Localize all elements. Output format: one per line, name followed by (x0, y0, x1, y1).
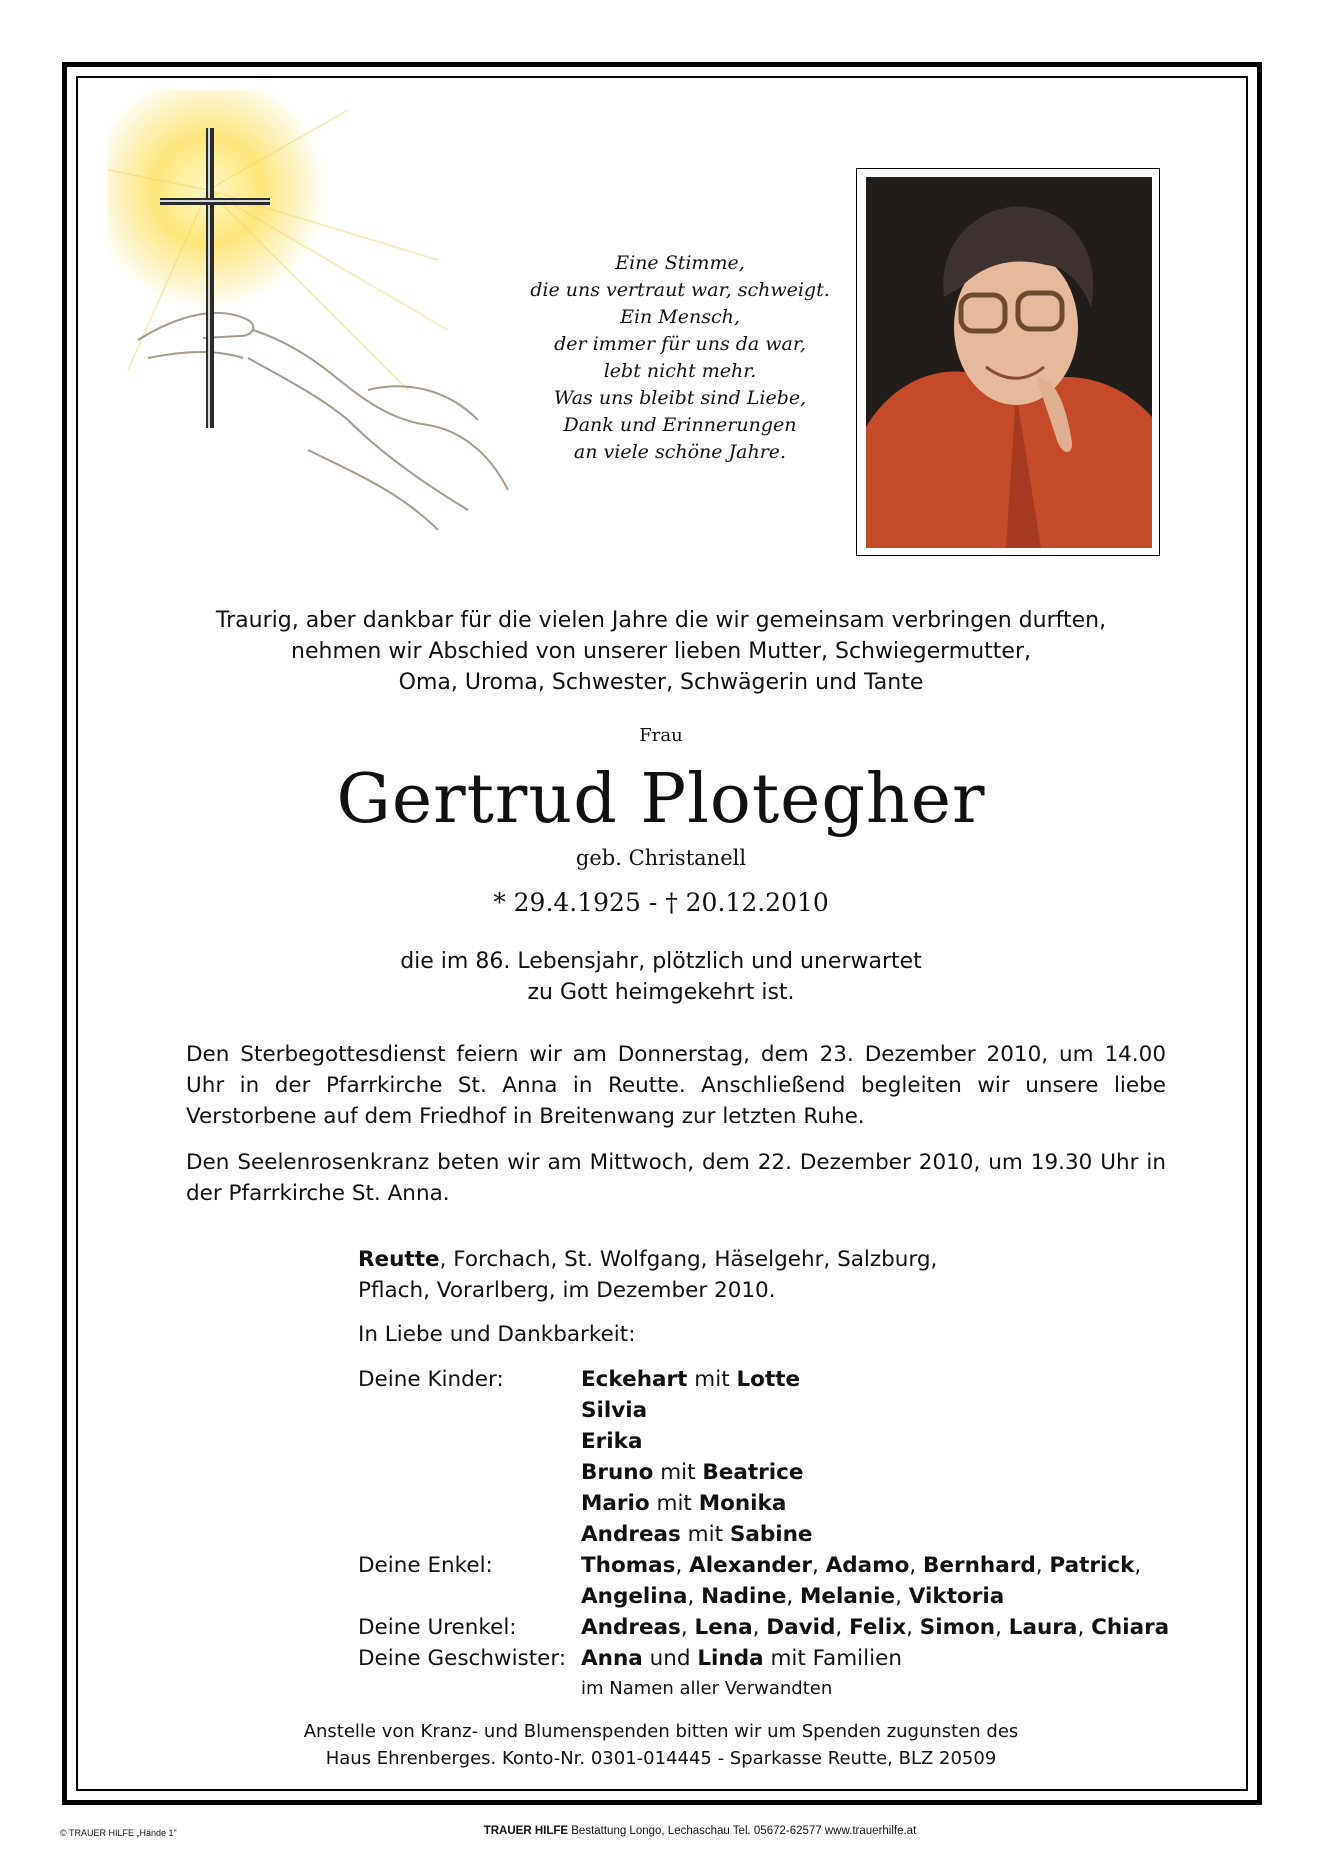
child-name: Bruno (581, 1460, 654, 1485)
poem-line: der immer für uns da war, (554, 333, 806, 355)
family-row (358, 1395, 1178, 1426)
great-grandchild-name: Lena (694, 1615, 753, 1640)
family-row (358, 1488, 1178, 1519)
passing-line: die im 86. Lebensjahr, plötzlich und unerwartet (400, 949, 922, 974)
grandchild-name: Viktoria (908, 1584, 1005, 1609)
grandchild-name: Nadine (701, 1584, 787, 1609)
and-word: und (649, 1646, 691, 1671)
great-grandchild-name: David (766, 1615, 836, 1640)
intro-line: nehmen wir Abschied von unserer lieben Mutter, Schwiegermutter, (291, 639, 1031, 664)
grandchild-name: Angelina (581, 1584, 688, 1609)
siblings-label: Deine Geschwister: (358, 1646, 567, 1671)
sibling-name: Linda (697, 1646, 764, 1671)
places-line-1 (358, 1244, 1058, 1275)
intro-line: Oma, Uroma, Schwester, Schwägerin und Tante (398, 670, 924, 695)
poem-line: Eine Stimme, (615, 252, 745, 274)
town-name: Reutte (358, 1247, 440, 1272)
poem (520, 250, 840, 466)
great-grandchild-name: Felix (849, 1615, 907, 1640)
donation-line: Haus Ehrenberges. Konto-Nr. 0301-014445 - Sparkasse Reutte, BLZ 20509 (325, 1748, 997, 1769)
child-name: Erika (581, 1429, 643, 1454)
poem-line: Was uns bleibt sind Liebe, (553, 387, 807, 409)
copyright-footer: © TRAUER HILFE „Hände 1" (60, 1828, 177, 1838)
family-row (358, 1457, 1178, 1488)
deceased-name: Gertrud Plotegher (336, 760, 986, 839)
grandchild-name: Melanie (799, 1584, 896, 1609)
great-grandchild-name: Andreas (581, 1615, 681, 1640)
places-and-date (358, 1244, 1058, 1306)
life-dates: * 29.4.1925 - † 20.12.2010 (493, 888, 829, 917)
intro-text (150, 605, 1172, 698)
children-label: Deine Kinder: (358, 1367, 504, 1392)
with-word: mit (694, 1367, 730, 1392)
salutation: Frau (639, 725, 683, 746)
grandchild-name: Patrick (1049, 1553, 1135, 1578)
partner-name: Beatrice (702, 1460, 804, 1485)
family-row (358, 1364, 1178, 1395)
places-line-2: Pflach, Vorarlberg, im Dezember 2010. (358, 1278, 776, 1303)
cross-hands-illustration (108, 90, 528, 560)
maiden-name: geb. Christanell (575, 846, 747, 870)
grandchild-name: Alexander (689, 1553, 812, 1578)
family-row: Deine Urenkel: Andreas, Lena, David, Felix, Simon, Laura, Chiara (358, 1612, 1178, 1643)
family-list (358, 1364, 1178, 1704)
child-name: Mario (581, 1491, 650, 1516)
family-row: Angelina, Nadine, Melanie, Viktoria (581, 1584, 1005, 1609)
poem-line: lebt nicht mehr. (603, 360, 757, 382)
poem-line: die uns vertraut war, schweigt. (530, 279, 830, 301)
relatives-note: im Namen aller Verwandten (581, 1678, 833, 1699)
donation-line: Anstelle von Kranz- und Blumenspenden bitten wir um Spenden zugunsten des (303, 1721, 1019, 1742)
grandchild-name: Adamo (825, 1553, 910, 1578)
with-word: mit (656, 1491, 692, 1516)
sibling-name: Anna (581, 1646, 643, 1671)
donation-note (150, 1718, 1172, 1772)
love-line: In Liebe und Dankbarkeit: (358, 1322, 636, 1347)
grandchild-name: Bernhard (923, 1553, 1036, 1578)
family-row (358, 1519, 1178, 1550)
child-name: Eckehart (581, 1367, 688, 1392)
family-row: Deine Enkel: Thomas, Alexander, Adamo, Bernhard, Patrick, (358, 1550, 1178, 1581)
poem-line: an viele schöne Jahre. (573, 441, 787, 463)
rosary-text: Den Seelenrosenkranz beten wir am Mittwoch, dem 22. Dezember 2010, um 19.30 Uhr in der Pfarrkirche St. Anna. (186, 1150, 1166, 1206)
hands-sketch (138, 313, 508, 530)
poem-line: Dank und Erinnerungen (563, 414, 797, 436)
company-contact: Bestattung Longo, Lechaschau Tel. 05672-62577 www.trauerhilfe.at (571, 1825, 917, 1837)
family-row (358, 1643, 1178, 1674)
places-rest: , Forchach, St. Wolfgang, Häselgehr, Salzburg, (439, 1247, 938, 1272)
funeral-service-text: Den Sterbegottesdienst feiern wir am Donnerstag, dem 23. Dezember 2010, um 14.00 Uhr in der Pfarrkirche St. Anna in Reutte. Anschließend begleiten wir unsere liebe Verstorbene auf dem Friedhof in Breitenwang zur letzten Ruhe. (186, 1042, 1166, 1129)
brand-name: TRAUER HILFE (483, 1825, 569, 1837)
intro-line: Traurig, aber dankbar für die vielen Jahre die wir gemeinsam verbringen durften, (215, 608, 1107, 633)
passing-text (150, 946, 1172, 1008)
partner-name: Sabine (729, 1522, 813, 1547)
passing-line: zu Gott heimgekehrt ist. (527, 980, 795, 1005)
grandchild-name: Thomas (581, 1553, 676, 1578)
portrait-photo (866, 177, 1152, 548)
partner-name: Lotte (736, 1367, 801, 1392)
great-grandchild-name: Laura (1008, 1615, 1078, 1640)
child-name: Silvia (581, 1398, 648, 1423)
family-row (358, 1426, 1178, 1457)
with-word: mit (660, 1460, 696, 1485)
child-name: Andreas (581, 1522, 681, 1547)
company-footer (300, 1825, 1100, 1837)
with-families: mit Familien (770, 1646, 902, 1671)
poem-line: Ein Mensch, (620, 306, 740, 328)
great-grandchildren-label: Deine Urenkel: (358, 1615, 517, 1640)
great-grandchild-name: Chiara (1091, 1615, 1170, 1640)
great-grandchild-name: Simon (919, 1615, 996, 1640)
with-word: mit (687, 1522, 724, 1547)
grandchildren-label: Deine Enkel: (358, 1553, 493, 1578)
partner-name: Monika (698, 1491, 787, 1516)
